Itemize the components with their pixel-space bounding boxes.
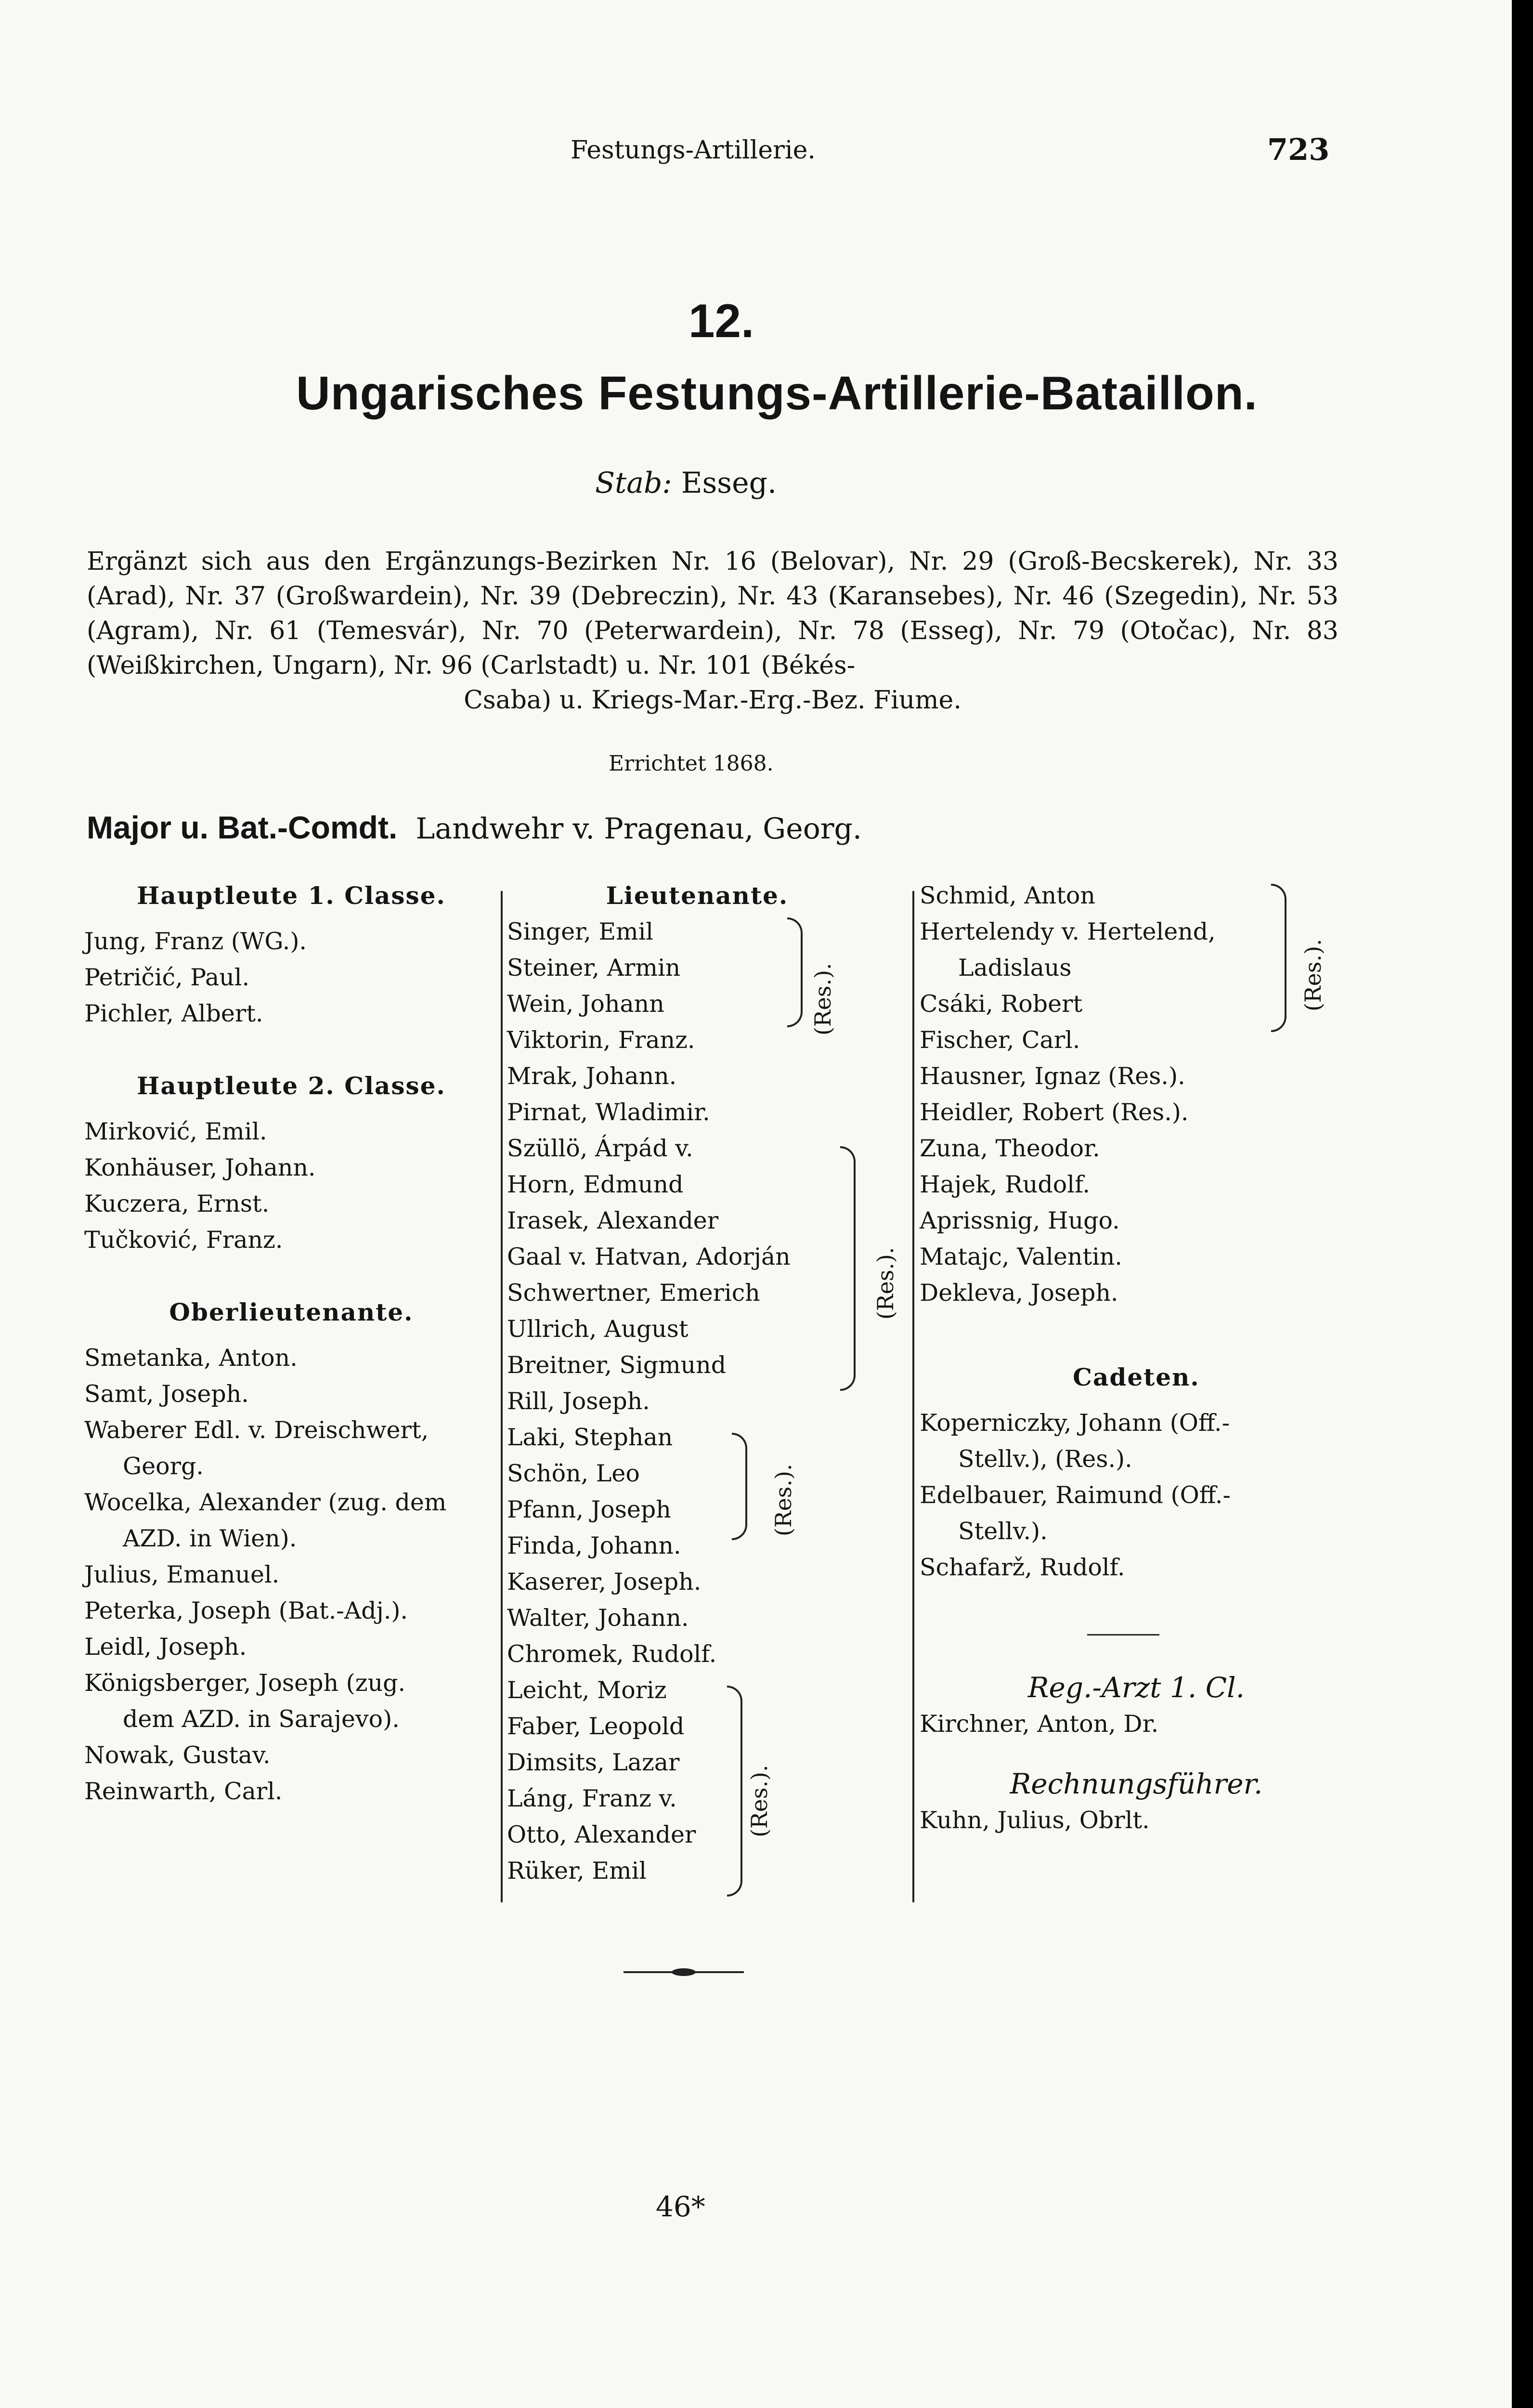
list-item: Stellv.). bbox=[958, 1518, 1048, 1545]
list-item: Breitner, Sigmund bbox=[507, 1351, 727, 1379]
list-item: dem AZD. in Sarajevo). bbox=[123, 1705, 400, 1733]
list-item: Láng, Franz v. bbox=[507, 1785, 677, 1812]
reserve-label: (Res.). bbox=[810, 963, 836, 1035]
section-number: 12. bbox=[689, 294, 754, 347]
paragraph-last: Csaba) u. Kriegs-Mar.-Erg.-Bez. Fiume. bbox=[464, 686, 961, 715]
list-item: Koperniczky, Johann (Off.- bbox=[920, 1409, 1230, 1437]
list-item: Csáki, Robert bbox=[920, 990, 1083, 1018]
column-rule bbox=[501, 891, 503, 1902]
list-item: Matajc, Valentin. bbox=[920, 1243, 1122, 1270]
list-item: Faber, Leopold bbox=[507, 1713, 685, 1740]
list-item: Szüllö, Árpád v. bbox=[507, 1135, 693, 1162]
list-item: Petričić, Paul. bbox=[84, 964, 250, 991]
list-item: Hausner, Ignaz (Res.). bbox=[920, 1062, 1185, 1090]
list-item: Julius, Emanuel. bbox=[84, 1561, 280, 1588]
reserve-brace bbox=[787, 917, 803, 1027]
list-item: Leicht, Moriz bbox=[507, 1676, 667, 1704]
list-item: Smetanka, Anton. bbox=[84, 1344, 298, 1372]
divider-line bbox=[1087, 1634, 1159, 1636]
list-item: Wein, Johann bbox=[507, 990, 664, 1018]
list-item: AZD. in Wien). bbox=[123, 1525, 297, 1552]
list-hauptleute-2 bbox=[84, 1113, 498, 1258]
list-item: Wocelka, Alexander (zug. dem bbox=[84, 1489, 447, 1516]
list-item: Walter, Johann. bbox=[507, 1604, 689, 1632]
list-item: Aprissnig, Hugo. bbox=[920, 1207, 1120, 1234]
column-continued bbox=[920, 877, 1353, 1838]
column-captains bbox=[84, 877, 498, 1809]
list-hauptleute-1 bbox=[84, 923, 498, 1032]
column-rule bbox=[912, 891, 914, 1902]
paragraph-main: Ergänzt sich aus den Ergänzungs-Bezirken Nr. 16 (Belovar), Nr. 29 (Groß-Becskerek), Nr. 33 (Arad), Nr. 37 (Großwardein), Nr. 39 (Debreczin), Nr. 43 (Karansebes), Nr. 46 (Szegedin), Nr. 53 (Agram), Nr. 61 (Temesvár), Nr. 70 (Peterwardein), Nr. 78 (Esseg), Nr. 79 (Otočac), Nr. 83 (Weißkirchen, Ungarn), Nr. 96 (Carlstadt) u. Nr. 101 (Békés- bbox=[87, 547, 1338, 680]
major-name: Landwehr v. Pragenau, Georg. bbox=[416, 812, 862, 846]
list-item: Hertelendy v. Hertelend, bbox=[920, 918, 1216, 945]
page-number: 723 bbox=[1267, 132, 1330, 167]
reserve-label: (Res.). bbox=[770, 1464, 796, 1536]
rechnungsfuehrer-entry: Kuhn, Julius, Obrlt. bbox=[920, 1806, 1150, 1834]
heading-rechnungsfuehrer: Rechnungsführer. bbox=[1010, 1767, 1263, 1800]
list-item: Rill, Joseph. bbox=[507, 1387, 650, 1415]
heading-cadeten: Cadeten. bbox=[1073, 1363, 1200, 1391]
recruitment-paragraph bbox=[87, 544, 1338, 718]
list-item: Ladislaus bbox=[958, 954, 1072, 982]
list-item: Kaserer, Joseph. bbox=[507, 1568, 702, 1596]
list-item: Rüker, Emil bbox=[507, 1857, 647, 1885]
list-item: Schmid, Anton bbox=[920, 882, 1095, 909]
list-item: Tučković, Franz. bbox=[84, 1226, 283, 1254]
list-lieutenante bbox=[507, 914, 887, 1889]
established-note: Errichtet 1868. bbox=[609, 751, 774, 776]
heading-hauptleute-2: Hauptleute 2. Classe. bbox=[137, 1072, 446, 1100]
list-item: Georg. bbox=[123, 1453, 204, 1480]
list-item: Fischer, Carl. bbox=[920, 1026, 1080, 1054]
list-item: Mirković, Emil. bbox=[84, 1118, 267, 1145]
stab-value: Esseg. bbox=[681, 466, 777, 500]
list-item: Pirnat, Wladimir. bbox=[507, 1099, 710, 1126]
page-title: Ungarisches Festungs-Artillerie-Bataillon. bbox=[296, 366, 1258, 419]
list-item: Singer, Emil bbox=[507, 918, 653, 945]
list-item: Steiner, Armin bbox=[507, 954, 681, 982]
major-line bbox=[87, 809, 862, 846]
list-item: Heidler, Robert (Res.). bbox=[920, 1099, 1189, 1126]
major-label: Major u. Bat.-Comdt. bbox=[87, 810, 398, 845]
list-lieutenante-continued bbox=[920, 877, 1353, 1311]
reserve-label: (Res.). bbox=[872, 1247, 898, 1320]
list-item: Dekleva, Joseph. bbox=[920, 1279, 1118, 1307]
list-item: Samt, Joseph. bbox=[84, 1380, 249, 1408]
list-item: Schwertner, Emerich bbox=[507, 1279, 760, 1307]
heading-hauptleute-1: Hauptleute 1. Classe. bbox=[137, 881, 446, 910]
list-item: Jung, Franz (WG.). bbox=[84, 928, 307, 955]
heading-regimentsarzt: Reg.-Arzt 1. Cl. bbox=[1027, 1671, 1245, 1704]
list-item: Schön, Leo bbox=[507, 1460, 640, 1487]
list-item: Konhäuser, Johann. bbox=[84, 1154, 316, 1181]
list-item: Schafarž, Rudolf. bbox=[920, 1554, 1125, 1581]
list-item: Mrak, Johann. bbox=[507, 1062, 677, 1090]
reserve-brace bbox=[732, 1433, 747, 1540]
list-item: Gaal v. Hatvan, Adorján bbox=[507, 1243, 791, 1270]
list-item: Otto, Alexander bbox=[507, 1821, 696, 1848]
list-item: Ullrich, August bbox=[507, 1315, 689, 1343]
list-item: Reinwarth, Carl. bbox=[84, 1778, 283, 1805]
list-item: Peterka, Joseph (Bat.-Adj.). bbox=[84, 1597, 408, 1624]
list-item: Finda, Johann. bbox=[507, 1532, 681, 1559]
reserve-label: (Res.). bbox=[1300, 939, 1326, 1011]
list-item: Laki, Stephan bbox=[507, 1424, 673, 1451]
heading-oberlieutenante: Oberlieutenante. bbox=[169, 1298, 414, 1326]
stab-line bbox=[595, 466, 777, 500]
reserve-brace bbox=[1271, 884, 1286, 1032]
list-item: Königsberger, Joseph (zug. bbox=[84, 1669, 406, 1697]
list-cadeten bbox=[920, 1405, 1353, 1585]
list-item: Edelbauer, Raimund (Off.- bbox=[920, 1481, 1231, 1509]
list-item: Dimsits, Lazar bbox=[507, 1749, 680, 1776]
list-item: Waberer Edl. v. Dreischwert, bbox=[84, 1416, 429, 1444]
regimentsarzt-entry: Kirchner, Anton, Dr. bbox=[920, 1710, 1159, 1738]
list-item: Hajek, Rudolf. bbox=[920, 1171, 1090, 1198]
list-item: Kuczera, Ernst. bbox=[84, 1190, 270, 1217]
reserve-label: (Res.). bbox=[746, 1765, 772, 1837]
heading-lieutenante: Lieutenante. bbox=[606, 881, 789, 910]
list-item: Pichler, Albert. bbox=[84, 1000, 263, 1027]
stab-label: Stab: bbox=[595, 466, 672, 500]
list-item: Nowak, Gustav. bbox=[84, 1741, 271, 1769]
list-item: Pfann, Joseph bbox=[507, 1496, 671, 1523]
ornament-dot bbox=[672, 1968, 696, 1976]
list-item: Chromek, Rudolf. bbox=[507, 1640, 717, 1668]
list-item: Zuna, Theodor. bbox=[920, 1135, 1100, 1162]
running-head: Festungs-Artillerie. bbox=[571, 136, 816, 165]
list-item: Stellv.), (Res.). bbox=[958, 1445, 1132, 1473]
reserve-brace bbox=[840, 1146, 856, 1391]
list-item: Horn, Edmund bbox=[507, 1171, 684, 1198]
reserve-brace bbox=[727, 1686, 742, 1897]
list-item: Leidl, Joseph. bbox=[84, 1633, 247, 1661]
signature-mark: 46* bbox=[656, 2190, 705, 2223]
list-item: Viktorin, Franz. bbox=[507, 1026, 695, 1054]
list-item: Irasek, Alexander bbox=[507, 1207, 719, 1234]
list-oberlieutenante bbox=[84, 1340, 498, 1809]
